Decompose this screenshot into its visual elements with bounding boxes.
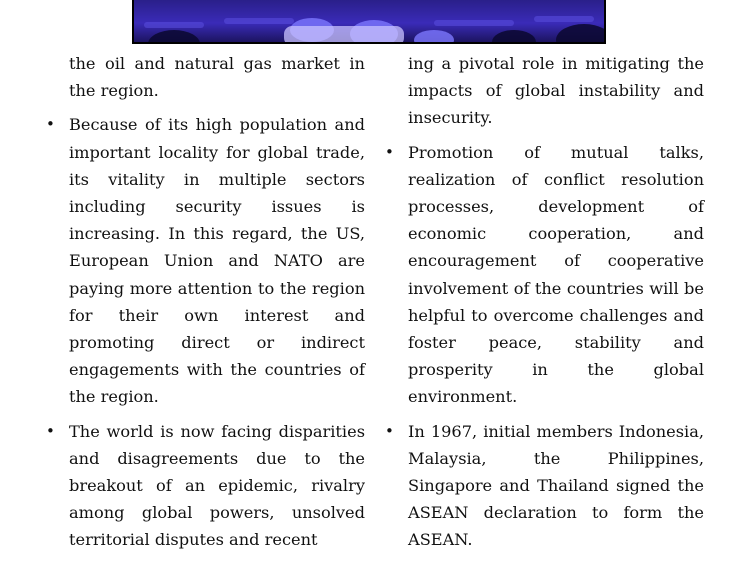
bullet-paragraph: • The world is now facing disparities and disagreements due to the breakout of an epidemic, rivalry among global powers, unsolved territorial disputes and recent — [69, 418, 365, 554]
bullet-paragraph: • In 1967, initial members Indonesia, Malaysia, the Philippines, Singapore and Thailand signed the ASEAN declaration to form the ASEAN. — [408, 418, 704, 554]
conference-audience-photo — [132, 0, 606, 44]
continuation-paragraph: ing a pivotal role in mitigating the impacts of global instability and insecurity. — [408, 54, 704, 128]
right-text-column — [408, 50, 704, 561]
bullet-paragraph: • Because of its high population and important locality for global trade, its vitality in multiple sectors including security issues is increasing. In this regard, the US, European Union and NATO are paying more attention to the region for their own interest and promoting direct or indirect engagements with the countries of the region. — [69, 111, 365, 410]
continuation-paragraph: the oil and natural gas market in the region. — [69, 54, 365, 101]
audience-silhouettes — [134, 0, 606, 44]
left-text-column — [69, 50, 365, 561]
bullet-paragraph: • Promotion of mutual talks, realization of conflict resolution processes, development of economic cooperation, and encouragement of cooperative involvement of the countries will be helpful to overcome challenges and foster peace, stability and prosperity in the global environment. — [408, 139, 704, 411]
